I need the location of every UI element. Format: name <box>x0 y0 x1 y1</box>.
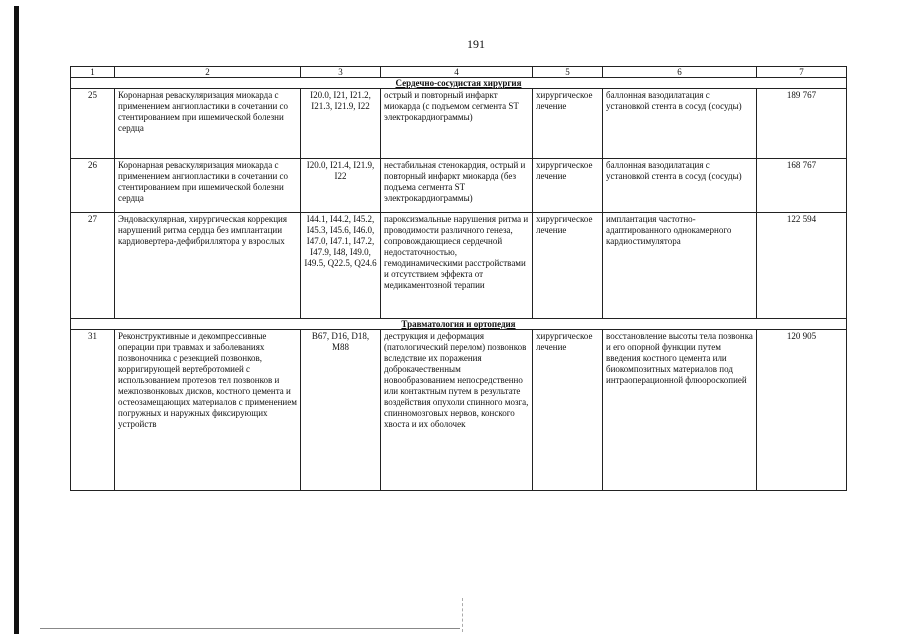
scan-edge-bar <box>14 6 19 634</box>
row-treatment: хирургическое лечение <box>533 89 603 159</box>
row-model: нестабильная стенокардия, острый и повторный инфаркт миокарда (без подъема сегмента ST электрокардиограммы) <box>381 159 533 213</box>
row-number: 31 <box>71 330 115 491</box>
row-codes: B67, D16, D18, M88 <box>301 330 381 491</box>
row-name: Коронарная реваскуляризация миокарда с применением ангиопластики в сочетании со стентированием при ишемической болезни сердца <box>115 89 301 159</box>
table-row <box>71 159 847 213</box>
column-header: 4 <box>381 67 533 78</box>
column-header: 6 <box>603 67 757 78</box>
column-header: 5 <box>533 67 603 78</box>
section-title: Сердечно-сосудистая хирургия <box>71 78 847 89</box>
row-number: 25 <box>71 89 115 159</box>
column-header: 7 <box>757 67 847 78</box>
row-treatment: хирургическое лечение <box>533 213 603 319</box>
row-method: имплантация частотно-адаптированного однокамерного кардиостимулятора <box>603 213 757 319</box>
row-method: восстановление высоты тела позвонка и его опорной функции путем введения костного цемента или биокомпозитных материалов под интраоперационной флюороскопией <box>603 330 757 491</box>
row-method: баллонная вазодилатация с установкой стента в сосуд (сосуды) <box>603 159 757 213</box>
row-cost: 122 594 <box>757 213 847 319</box>
row-model: деструкция и деформация (патологический перелом) позвонков вследствие их поражения доброкачественным новообразованием непосредственно или контактным путем в результате воздействия опухоли спинного мозга, спинномозговых нервов, конского хвоста и их оболочек <box>381 330 533 491</box>
column-header: 2 <box>115 67 301 78</box>
row-name: Реконструктивные и декомпрессивные операции при травмах и заболеваниях позвоночника с резекцией позвонков, корригирующей вертебротомией с использованием протезов тел позвонков и межпозвонковых дисков, костного цемента и остеозамещающих материалов с применением погружных и наружных фиксирующих устройств <box>115 330 301 491</box>
table-row <box>71 330 847 491</box>
section-row <box>71 78 847 89</box>
row-codes: I20.0, I21.4, I21.9, I22 <box>301 159 381 213</box>
row-number: 26 <box>71 159 115 213</box>
table-row <box>71 213 847 319</box>
row-cost: 189 767 <box>757 89 847 159</box>
scan-artifact-line <box>462 598 464 632</box>
column-header: 1 <box>71 67 115 78</box>
row-model: пароксизмальные нарушения ритма и проводимости различного генеза, сопровождающиеся сердечной недостаточностью, гемодинамическими расстройствами и отсутствием эффекта от медикаментозной терапии <box>381 213 533 319</box>
row-codes: I20.0, I21, I21.2, I21.3, I21.9, I22 <box>301 89 381 159</box>
row-model: острый и повторный инфаркт миокарда (с подъемом сегмента ST электрокардиограммы) <box>381 89 533 159</box>
row-treatment: хирургическое лечение <box>533 330 603 491</box>
page-number: 191 <box>467 37 485 51</box>
row-method: баллонная вазодилатация с установкой стента в сосуд (сосуды) <box>603 89 757 159</box>
medical-care-table <box>70 66 847 491</box>
row-cost: 120 905 <box>757 330 847 491</box>
header-row <box>71 67 847 78</box>
column-header: 3 <box>301 67 381 78</box>
row-number: 27 <box>71 213 115 319</box>
row-treatment: хирургическое лечение <box>533 159 603 213</box>
row-cost: 168 767 <box>757 159 847 213</box>
section-row <box>71 319 847 330</box>
row-name: Эндоваскулярная, хирургическая коррекция нарушений ритма сердца без имплантации кардиовертера-дефибриллятора у взрослых <box>115 213 301 319</box>
row-codes: I44.1, I44.2, I45.2, I45.3, I45.6, I46.0, I47.0, I47.1, I47.2, I47.9, I48, I49.0, I49.5, Q22.5, Q24.6 <box>301 213 381 319</box>
section-title: Травматология и ортопедия <box>71 319 847 330</box>
table-row <box>71 89 847 159</box>
row-name: Коронарная реваскуляризация миокарда с применением ангиопластики в сочетании со стентированием при ишемической болезни сердца <box>115 159 301 213</box>
footer-rule <box>40 628 460 629</box>
